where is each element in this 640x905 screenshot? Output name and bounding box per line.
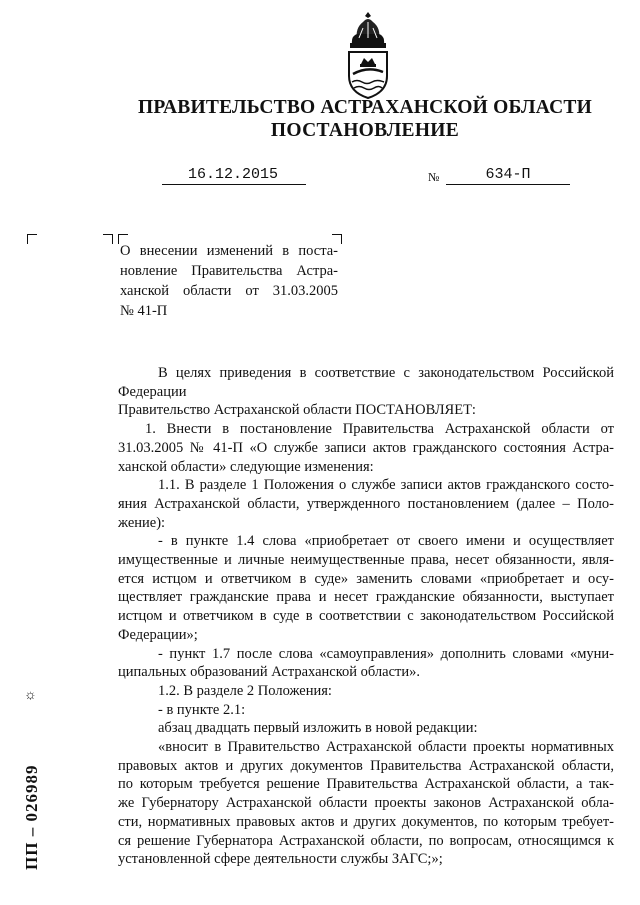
body-line: ханской области» следующие изменения:	[118, 458, 374, 475]
body-line: яния Астраханской области, утвержденного постановлением (далее – Поло-	[118, 495, 614, 512]
body-line: сти, нормативных правовых актов и других документов, по которым требует-	[118, 813, 614, 830]
serial-number: ПП – 026989	[22, 764, 41, 870]
body-line: - пункт 1.7 после слова «самоуправления» дополнить словами «муни-	[158, 645, 614, 662]
body-line: 1.1. В разделе 1 Положения о службе записи актов гражданского состо-	[158, 477, 614, 494]
body-line: ципальных образований Астраханской области».	[118, 664, 420, 681]
document-title	[120, 241, 338, 321]
body-line: «вносит в Правительство Астраханской области проекты нормативных	[158, 739, 614, 756]
document-body	[118, 364, 614, 869]
margin-mark: ☼	[24, 688, 37, 703]
document-type: ПОСТАНОВЛЕНИЕ	[270, 120, 460, 141]
corner-mark-left	[27, 234, 37, 244]
body-line: абзац двадцать первый изложить в новой редакции:	[158, 720, 478, 737]
body-line: Правительство Астраханской области ПОСТАНОВЛЯЕТ:	[118, 402, 476, 419]
body-line: 1. Внести в постановление Правительства Астраханской области от	[145, 421, 614, 438]
body-line: правовых актов и других документов Правительства Астраханской области,	[118, 757, 614, 774]
title-line: О внесении изменений в поста-	[120, 243, 338, 259]
body-line: В целях приведения в соответствие с законодательством Российской	[158, 365, 614, 381]
document-number: 634-П	[485, 166, 531, 183]
body-line: ется истцом и ответчиком в суде» заменить словами «приобретает и осу-	[118, 570, 614, 587]
document-date: 16.12.2015	[187, 166, 278, 183]
body-line: ществляет гражданские права и несет гражданские обязанности, выступает	[118, 589, 614, 606]
corner-mark-right	[103, 234, 113, 244]
body-line: ся решение Губернатора Астраханской области, по вопросам, относящимся к	[118, 832, 614, 849]
body-line: - в пункте 2.1:	[158, 701, 246, 718]
body-line: же Губернатору Астраханской области проекты законов Астраханской обла-	[118, 795, 614, 812]
body-line: установленной сфере деятельности службы ЗАГС;»;	[118, 851, 443, 868]
title-line: № 41-П	[120, 303, 168, 319]
body-line: жение):	[118, 514, 166, 531]
body-line: по которым требуется решение Правительства Астраханской области, а так-	[118, 776, 614, 793]
government-name: ПРАВИТЕЛЬСТВО АСТРАХАНСКОЙ ОБЛАСТИ	[138, 97, 592, 118]
body-line: имущественные и личные неимущественные права, несет обязанности, явля-	[118, 552, 614, 569]
number-underline	[446, 184, 570, 185]
date-underline	[162, 184, 306, 185]
title-line: новление Правительства Астра-	[120, 263, 338, 279]
body-line: 31.03.2005 № 41-П «О службе записи актов гражданского состояния Астра-	[118, 439, 614, 456]
body-line: - в пункте 1.4 слова «приобретает от своего имени и осуществляет	[158, 533, 614, 550]
body-line: Федерации	[118, 383, 187, 400]
body-line: истцом и ответчиком в суде в соответствии с законодательством Российской	[118, 608, 614, 625]
title-line: ханской области от 31.03.2005	[120, 283, 338, 299]
body-line: 1.2. В разделе 2 Положения:	[158, 682, 332, 699]
body-line: Федерации»;	[118, 626, 198, 643]
coat-of-arms-icon	[337, 10, 399, 100]
number-sign: №	[428, 170, 440, 184]
